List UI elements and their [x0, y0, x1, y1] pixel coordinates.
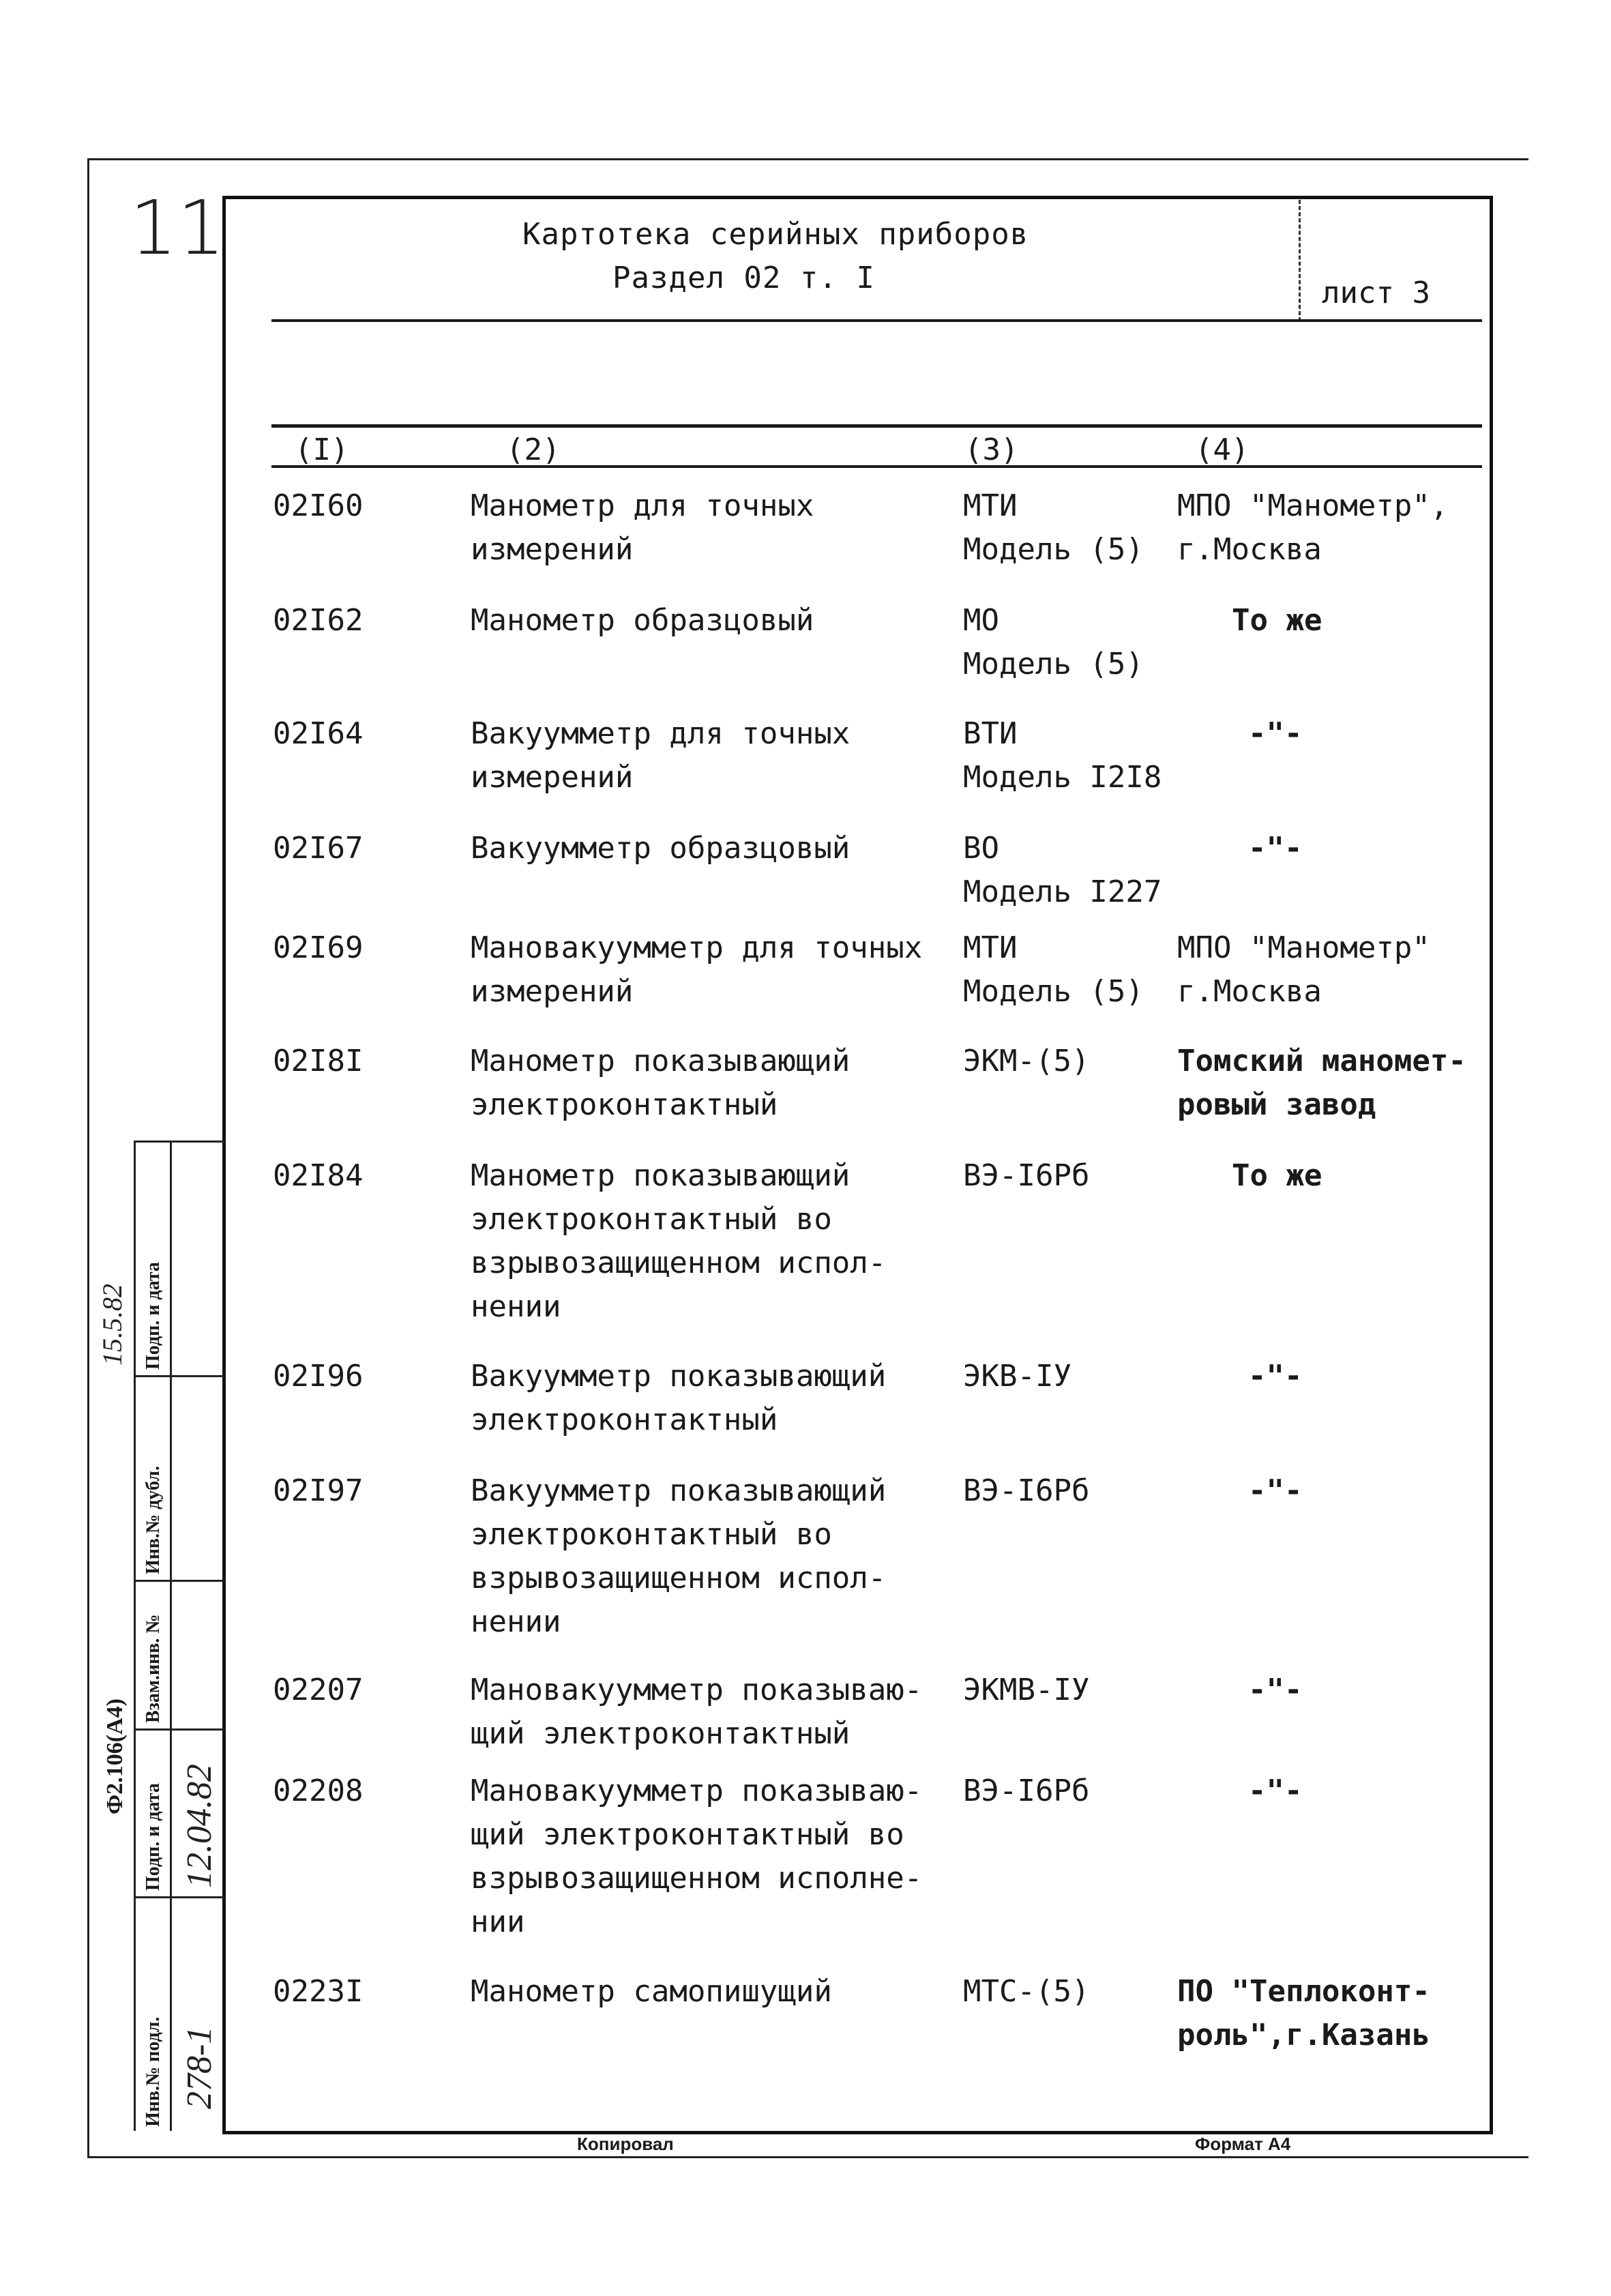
row-model: ЭКВ-IУ: [963, 1359, 1071, 1394]
stamp-column-divider: [170, 1140, 172, 2131]
row-code: 02208: [273, 1773, 364, 1808]
row-code: 02I84: [273, 1158, 364, 1193]
row-name: Манометр образцовый: [471, 603, 814, 638]
row-name: Манометр показывающий электроконтактный: [471, 1044, 851, 1122]
column-header-1: (I): [295, 432, 349, 467]
row-code: 02I67: [273, 831, 364, 866]
column-header-2: (2): [506, 432, 561, 467]
stamp-label-inv-podl: Инв.№ подл.: [143, 2016, 164, 2127]
row-name: Манометр самопишущий: [471, 1974, 832, 2009]
form-code-stamp: Ф2.106(А4): [102, 1698, 128, 1814]
row-code: 02I64: [273, 716, 364, 751]
row-maker: -"-: [1248, 1359, 1303, 1394]
handwritten-inv-number: 278-1: [180, 2026, 219, 2109]
corner-mark: 11: [130, 184, 225, 271]
row-model: ВО Модель I227: [963, 831, 1162, 909]
sheet-number-label: лист 3: [1322, 276, 1430, 310]
row-maker: -"-: [1248, 1473, 1303, 1508]
stamp-separator: [136, 1896, 224, 1898]
stamp-label-podp-data-1: Подп. и дата: [143, 1783, 164, 1891]
row-maker: -"-: [1248, 1773, 1303, 1808]
row-code: 02I60: [273, 488, 364, 523]
row-code: 02I96: [273, 1359, 364, 1394]
row-name: Вакуумметр показывающий электроконтактный во взрывозащищенном испол- нении: [471, 1473, 887, 1639]
title-line-1: Картотека серийных приборов: [522, 217, 1029, 252]
row-name: Мановакуумметр для точных измерений: [471, 930, 923, 1009]
row-maker: -"-: [1248, 1673, 1303, 1707]
row-maker: То же: [1232, 603, 1322, 638]
row-name: Вакуумметр показывающий электроконтактный: [471, 1359, 887, 1437]
header-divider: [1299, 200, 1301, 321]
row-model: ВЭ-I6Рб: [963, 1773, 1090, 1808]
row-model: ВЭ-I6Рб: [963, 1473, 1090, 1508]
columns-top-rule: [271, 424, 1482, 428]
row-model: ЭКМВ-IУ: [963, 1673, 1090, 1707]
header-rule: [271, 319, 1482, 322]
row-maker: Томский маномет- ровый завод: [1177, 1044, 1466, 1122]
row-name: Манометр показывающий электроконтактный во взрывозащищенном испол- нении: [471, 1158, 887, 1324]
row-maker: МПО "Манометр", г.Москва: [1177, 488, 1449, 567]
row-code: 02207: [273, 1673, 364, 1707]
row-name: Мановакуумметр показываю- щий электроконтактный во взрывозащищенном исполне- нии: [471, 1773, 923, 1939]
row-name: Вакуумметр для точных измерений: [471, 716, 851, 795]
row-code: 02I62: [273, 603, 364, 638]
stamp-separator: [136, 1728, 224, 1731]
row-maker: ПО "Теплоконт- роль",г.Казань: [1177, 1974, 1430, 2052]
stamp-label-vzam-inv: Взам.инв. №: [143, 1614, 164, 1723]
columns-bottom-rule: [271, 465, 1482, 468]
row-name: Мановакуумметр показываю- щий электроконтактный: [471, 1673, 923, 1751]
handwritten-sign-date: 15.5.82: [97, 1284, 128, 1366]
row-code: 02I69: [273, 930, 364, 965]
stamp-label-podp-data-2: Подп. и дата: [143, 1262, 164, 1370]
row-code: 0223I: [273, 1974, 364, 2009]
column-header-4: (4): [1195, 432, 1250, 467]
stamp-separator: [136, 1140, 224, 1143]
row-code: 02I97: [273, 1473, 364, 1508]
stamp-label-inv-dubl: Инв.№ дубл.: [143, 1466, 164, 1574]
handwritten-date: 12.04.82: [180, 1764, 219, 1888]
row-model: ВЭ-I6Рб: [963, 1158, 1090, 1193]
row-maker: То же: [1232, 1158, 1322, 1193]
row-name: Вакуумметр образцовый: [471, 831, 851, 866]
row-model: ВТИ Модель I2I8: [963, 716, 1162, 795]
column-header-3: (3): [964, 432, 1019, 467]
row-code: 02I8I: [273, 1044, 364, 1078]
row-model: ЭКМ-(5): [963, 1044, 1090, 1078]
row-maker: -"-: [1248, 831, 1303, 866]
row-model: МТИ Модель (5): [963, 488, 1144, 567]
format-label: Формат А4: [1195, 2134, 1291, 2154]
row-model: МТС-(5): [963, 1974, 1090, 2009]
stamp-separator: [136, 1580, 224, 1582]
row-model: МО Модель (5): [963, 603, 1144, 681]
row-name: Манометр для точных измерений: [471, 488, 814, 567]
row-model: МТИ Модель (5): [963, 930, 1144, 1009]
title-line-2: Раздел 02 т. I: [612, 261, 875, 295]
stamp-separator: [136, 1375, 224, 1377]
row-maker: -"-: [1248, 716, 1303, 751]
row-maker: МПО "Манометр" г.Москва: [1177, 930, 1430, 1009]
copied-by-label: Копировал: [577, 2134, 674, 2154]
